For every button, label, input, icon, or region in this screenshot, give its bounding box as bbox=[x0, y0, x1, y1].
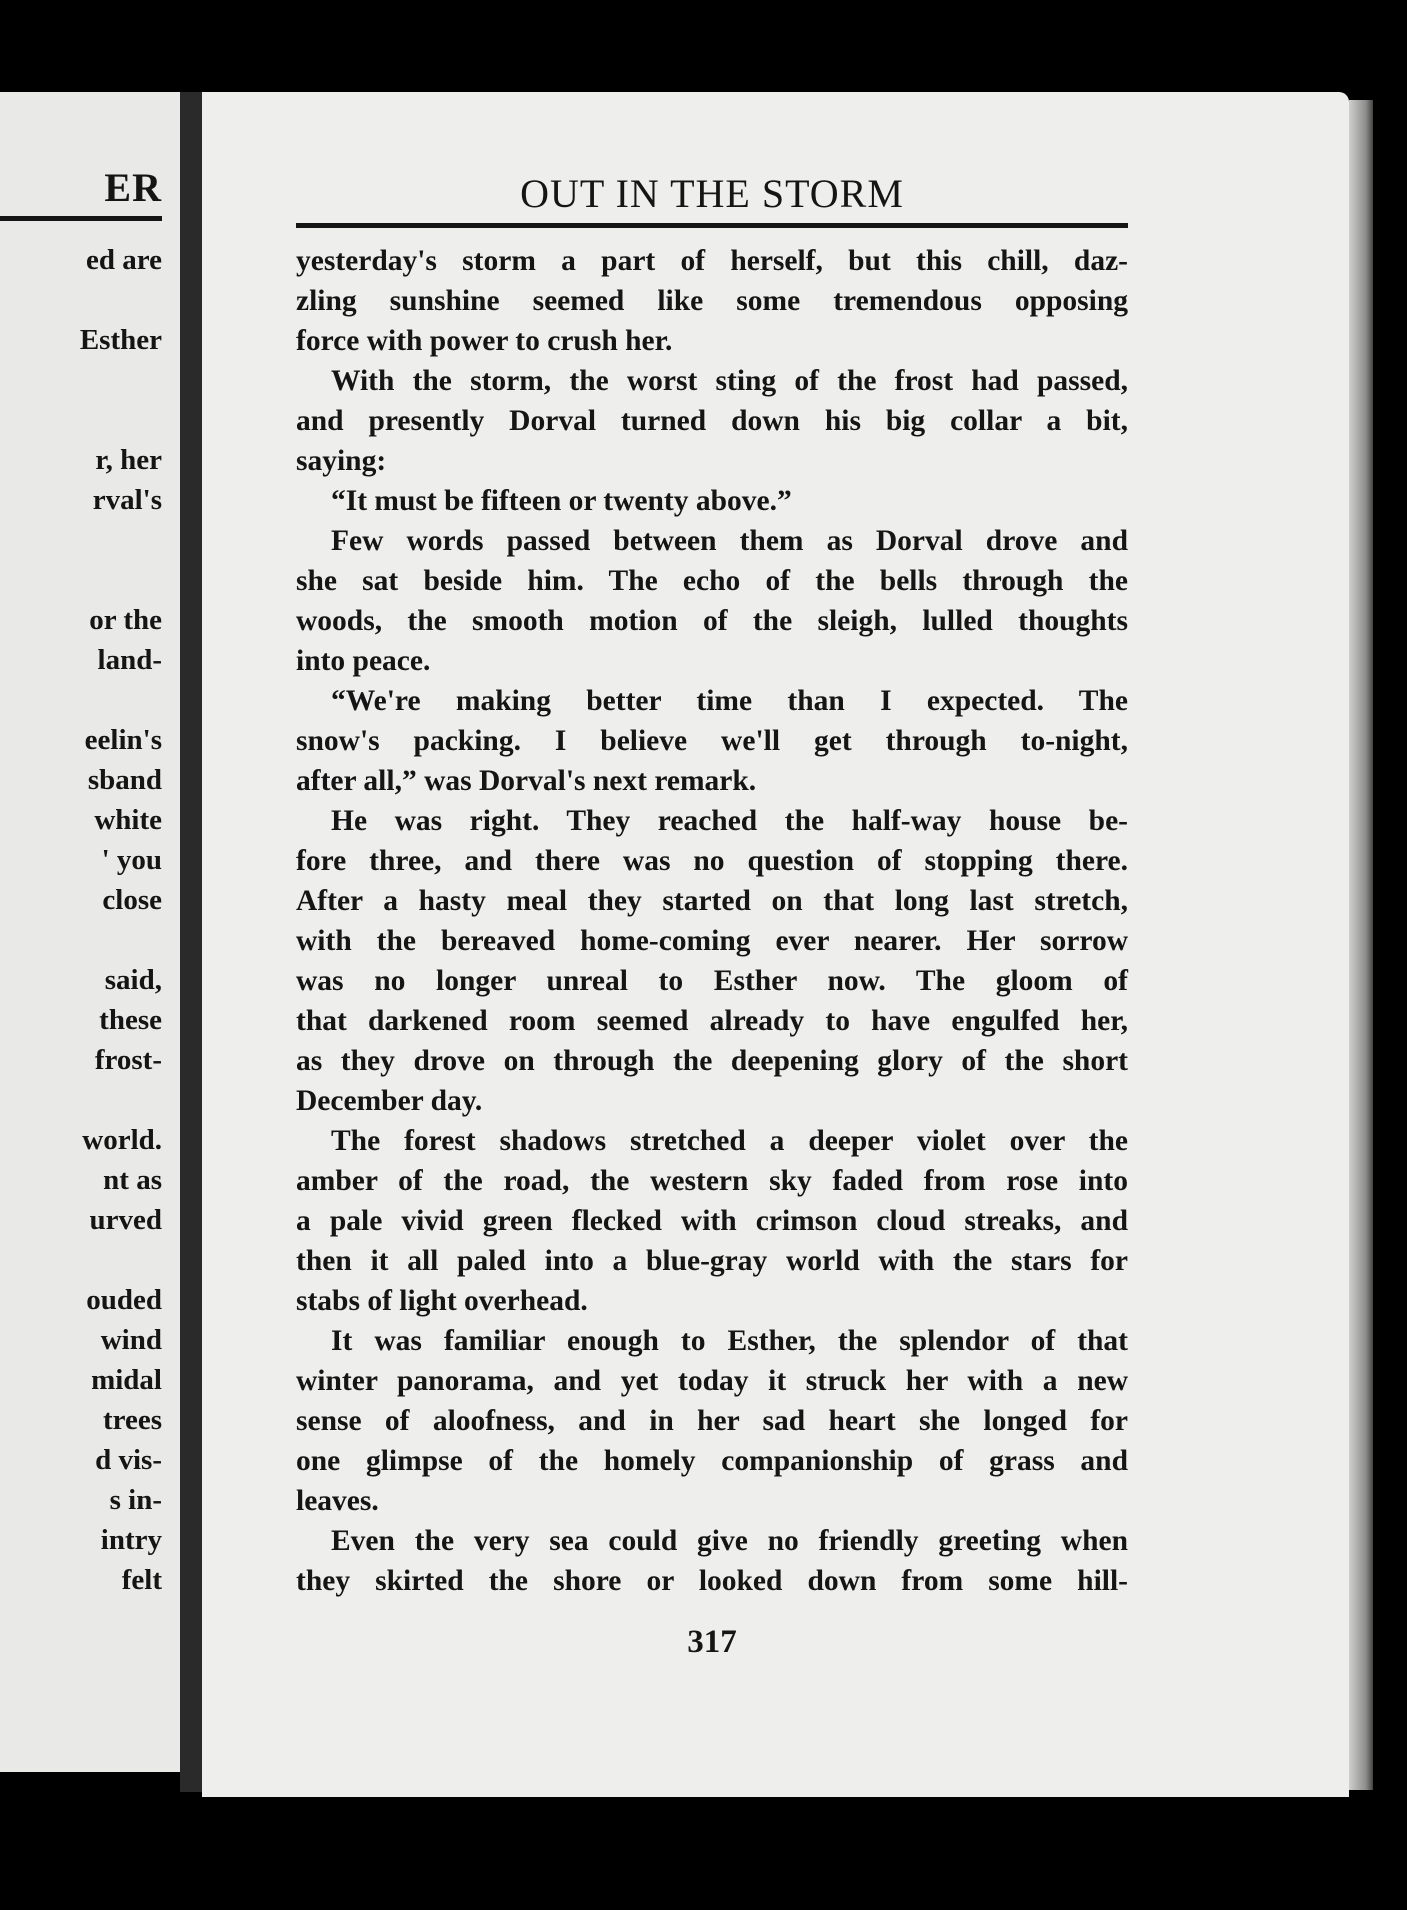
text-line: that darkened room seemed already to have engulfed her, bbox=[296, 1005, 1128, 1037]
text-line: After a hasty meal they started on that long last stretch, bbox=[296, 885, 1128, 917]
facing-page-line bbox=[80, 1080, 162, 1120]
body-text bbox=[296, 241, 1128, 1601]
text-line: into peace. bbox=[296, 645, 431, 677]
head-rule bbox=[296, 223, 1128, 228]
facing-page-line bbox=[80, 920, 162, 960]
text-line: “We're making better time than I expected. The bbox=[331, 685, 1128, 717]
text-line: Few words passed between them as Dorval drove and bbox=[331, 525, 1128, 557]
facing-page-line: ' you bbox=[101, 844, 162, 876]
text-line: “It must be fifteen or twenty above.” bbox=[331, 485, 792, 517]
facing-page-line: rval's bbox=[92, 484, 162, 516]
facing-page-line: ouded bbox=[86, 1284, 162, 1316]
facing-page-line: or the bbox=[89, 604, 162, 636]
facing-page-line: intry bbox=[100, 1524, 162, 1556]
facing-page-line: ed are bbox=[86, 244, 162, 276]
facing-page-line bbox=[80, 520, 162, 560]
facing-page-line bbox=[80, 280, 162, 320]
running-head: OUT IN THE STORM bbox=[520, 171, 904, 216]
page-number: 317 bbox=[687, 1624, 737, 1660]
facing-page-text bbox=[80, 240, 162, 1600]
text-line: one glimpse of the homely companionship of grass and bbox=[296, 1445, 1128, 1477]
facing-page-line: d vis- bbox=[95, 1444, 162, 1476]
facing-page-line: Esther bbox=[79, 324, 162, 356]
facing-page-fragment bbox=[0, 92, 180, 1772]
text-line: a pale vivid green flecked with crimson cloud streaks, and bbox=[296, 1205, 1128, 1237]
text-line: winter panorama, and yet today it struck her with a new bbox=[296, 1365, 1128, 1397]
text-line: He was right. They reached the half-way house be- bbox=[331, 805, 1128, 837]
text-line: as they drove on through the deepening glory of the short bbox=[296, 1045, 1128, 1077]
text-line: force with power to crush her. bbox=[296, 325, 673, 357]
text-line: after all,” was Dorval's next remark. bbox=[296, 765, 757, 797]
text-line: yesterday's storm a part of herself, but this chill, daz- bbox=[296, 245, 1128, 277]
facing-page-line bbox=[80, 1240, 162, 1280]
facing-page-line: close bbox=[102, 884, 162, 916]
facing-page-head-rule bbox=[0, 216, 162, 221]
facing-page-line: urved bbox=[89, 1204, 162, 1236]
facing-page-line: sband bbox=[87, 764, 162, 796]
text-line: The forest shadows stretched a deeper violet over the bbox=[331, 1125, 1128, 1157]
facing-page-line: these bbox=[99, 1004, 162, 1036]
text-line: Even the very sea could give no friendly greeting when bbox=[331, 1525, 1128, 1557]
text-line: and presently Dorval turned down his big collar a bit, bbox=[296, 405, 1128, 437]
facing-page-line: felt bbox=[121, 1564, 162, 1596]
text-line: fore three, and there was no question of stopping there. bbox=[296, 845, 1128, 877]
text-line: then it all paled into a blue-gray world with the stars for bbox=[296, 1245, 1128, 1277]
text-line: December day. bbox=[296, 1085, 483, 1117]
facing-page-line: land- bbox=[97, 644, 162, 676]
facing-page-line bbox=[80, 400, 162, 440]
text-line: leaves. bbox=[296, 1485, 379, 1517]
text-line: they skirted the shore or looked down from some hill- bbox=[296, 1565, 1128, 1597]
page-edge-shadow bbox=[1349, 100, 1373, 1790]
text-line: she sat beside him. The echo of the bells through the bbox=[296, 565, 1128, 597]
text-line: With the storm, the worst sting of the frost had passed, bbox=[331, 365, 1128, 397]
facing-page-line: wind bbox=[100, 1324, 162, 1356]
facing-page-line: frost- bbox=[94, 1044, 162, 1076]
text-line: zling sunshine seemed like some tremendous opposing bbox=[296, 285, 1128, 317]
facing-page-line: world. bbox=[82, 1124, 162, 1156]
text-line: amber of the road, the western sky faded from rose into bbox=[296, 1165, 1128, 1197]
facing-page-line bbox=[80, 680, 162, 720]
facing-page-line: r, her bbox=[95, 444, 162, 476]
facing-page-line bbox=[80, 560, 162, 600]
book-gutter bbox=[180, 92, 202, 1792]
text-line: was no longer unreal to Esther now. The gloom of bbox=[296, 965, 1128, 997]
text-line: snow's packing. I believe we'll get through to-night, bbox=[296, 725, 1128, 757]
facing-page-line: midal bbox=[91, 1364, 162, 1396]
text-line: woods, the smooth motion of the sleigh, lulled thoughts bbox=[296, 605, 1128, 637]
text-line: saying: bbox=[296, 445, 387, 477]
facing-page-line: trees bbox=[102, 1404, 162, 1436]
facing-page-line: s in- bbox=[109, 1484, 162, 1516]
facing-page-line: white bbox=[94, 804, 162, 836]
text-line: stabs of light overhead. bbox=[296, 1285, 588, 1317]
facing-page-line bbox=[80, 360, 162, 400]
text-line: It was familiar enough to Esther, the splendor of that bbox=[331, 1325, 1128, 1357]
text-line: sense of aloofness, and in her sad heart she longed for bbox=[296, 1405, 1128, 1437]
facing-page-running-head: ER bbox=[104, 165, 162, 210]
text-line: with the bereaved home-coming ever nearer. Her sorrow bbox=[296, 925, 1128, 957]
facing-page-line: nt as bbox=[103, 1164, 162, 1196]
facing-page-line: eelin's bbox=[84, 724, 162, 756]
facing-page-line: said, bbox=[104, 964, 162, 996]
